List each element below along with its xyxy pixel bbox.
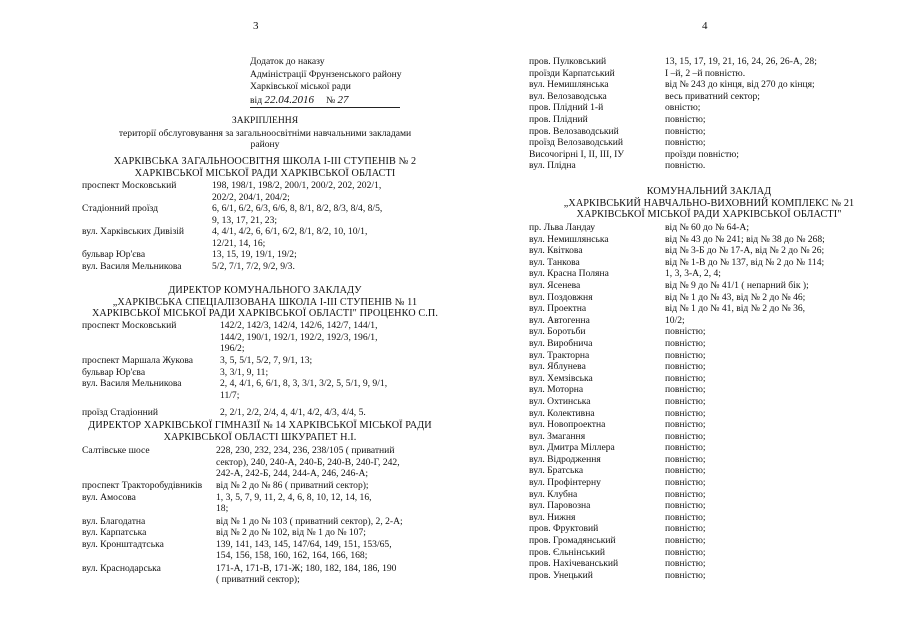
street-name: проспект Маршала Жукова (82, 355, 194, 366)
house-numbers: повністю; (665, 407, 706, 419)
list-item (529, 326, 864, 338)
house-numbers: проїзди повністю; (665, 148, 739, 160)
house-numbers: від № 60 до № 64-А; (665, 222, 750, 233)
street-name: вул. Карпатська (82, 527, 147, 539)
house-numbers: від № 1 до № 41, від № 2 до № 36, (665, 303, 806, 315)
list-item (529, 91, 864, 103)
list-item (529, 547, 864, 559)
house-numbers: 13, 15, 19, 19/1, 19/2; (212, 249, 297, 260)
house-numbers: повністю; (665, 395, 706, 407)
document-subtitle-2: району (250, 139, 280, 150)
street-name: вул. Ясенева (529, 279, 581, 291)
continued-street-list (529, 56, 864, 172)
house-numbers: повністю; (665, 558, 706, 570)
list-item (529, 523, 864, 535)
list-item (529, 303, 864, 315)
list-item (82, 180, 438, 203)
house-numbers: 142/2, 142/3, 142/4, 142/6, 142/7, 144/1, 144/2, 190/1, 192/1, 192/2, 192/3, 196/1, 196/2; (220, 320, 378, 355)
list-item (82, 492, 432, 516)
list-item (529, 137, 864, 149)
list-item (529, 489, 864, 501)
list-item (82, 226, 438, 249)
house-numbers: 1, 3, 3-А, 2, 4; (665, 268, 721, 280)
list-item (82, 539, 432, 563)
house-numbers: 1, 3, 5, 7, 9, 11, 2, 4, 6, 8, 10, 12, 14, 16, 18; (216, 491, 372, 515)
handwritten-number: 27 (337, 93, 349, 106)
title-line: „ХАРКІВСЬКИЙ НАВЧАЛЬНО-ВИХОВНИЙ КОМПЛЕКС № 21 (563, 197, 855, 209)
list-item (529, 234, 864, 246)
street-name: вул. Паровозна (529, 500, 591, 512)
street-name: пров. Нахічеванський (529, 558, 619, 570)
street-name: проспект Тракторобудівників (82, 480, 203, 491)
house-numbers: повністю; (665, 430, 706, 442)
street-name: вул. Хемзівська (529, 372, 593, 384)
list-item (82, 480, 432, 492)
street-name: пров. Велозаводський (529, 125, 619, 137)
house-numbers: від № 9 до № 41/1 ( непарний бік ); (665, 279, 809, 291)
street-name: вул. Охтинська (529, 395, 591, 407)
house-numbers: повністю; (665, 465, 706, 477)
street-name: Салтівське шосе (82, 445, 150, 456)
list-item (529, 442, 864, 454)
list-item (529, 465, 864, 477)
school-11-title (70, 285, 460, 320)
street-name: пров. Плідний 1-й (529, 102, 604, 114)
house-numbers: 6, 6/1, 6/2, 6/3, 6/6, 8, 8/1, 8/2, 8/3, 8/4, 8/5, 9, 13, 17, 21, 23; (212, 203, 383, 226)
list-item (529, 257, 864, 269)
title-line: ХАРКІВСЬКОЇ МІСЬКОЇ РАДИ ХАРКІВСЬКОЇ ОБЛАСТІ (134, 167, 396, 179)
house-numbers: повністю; (665, 453, 706, 465)
page-number-left: 3 (253, 20, 259, 32)
nvk-21-title (519, 186, 898, 221)
list-item (529, 68, 864, 80)
list-item (529, 477, 864, 489)
house-numbers: повністю; (665, 535, 706, 547)
street-name: вул. Василя Мельникова (82, 260, 182, 272)
order-annex-header (250, 56, 402, 108)
house-numbers: повністю; (665, 372, 706, 384)
street-name: вул. Танкова (529, 256, 580, 268)
list-item (529, 79, 864, 91)
list-item (529, 222, 864, 234)
number-prefix: № (325, 94, 336, 106)
house-numbers: 198, 198/1, 198/2, 200/1, 200/2, 202, 202/1, 202/2, 204/1, 204/2; (212, 180, 382, 203)
list-item (82, 378, 400, 407)
house-numbers: від № 43 до № 241; від № 38 до № 268; (665, 233, 825, 245)
list-item (529, 454, 864, 466)
house-numbers: від № 1-В до № 137, від № 2 до № 114; (665, 256, 825, 268)
school-11-street-list (82, 320, 400, 419)
street-name: вул. Красна Поляна (529, 268, 609, 280)
list-item (529, 350, 864, 362)
house-numbers: повністю; (665, 477, 706, 489)
house-numbers: від № 3-Б до № 17-А, від № 2 до № 26; (665, 245, 825, 257)
street-name: пров. Плідний (529, 113, 588, 125)
house-numbers: повністю; (665, 569, 706, 581)
list-item (82, 516, 432, 528)
house-numbers: повністю; (665, 488, 706, 500)
street-name: вул. Краснодарська (82, 562, 161, 574)
street-name: вул. Поздовжня (529, 291, 593, 303)
list-item (82, 445, 432, 480)
street-name: вул. Василя Мельникова (82, 378, 182, 390)
street-name: вул. Нижня (529, 511, 576, 523)
street-name: проїзди Карпатський (529, 67, 615, 79)
street-name: пров. Фруктовий (529, 523, 599, 535)
list-item (529, 384, 864, 396)
list-item (529, 570, 864, 582)
street-name: вул. Боротьби (529, 326, 586, 338)
title-line: „ХАРКІВСЬКА СПЕЦІАЛІЗОВАНА ШКОЛА І-ІІІ СТУПЕНІВ № 11 (112, 296, 418, 308)
list-item (82, 367, 400, 379)
document-title-block (80, 115, 450, 151)
street-name: вул. Проектна (529, 303, 587, 315)
street-name: пров. Єльнінський (529, 546, 606, 558)
house-numbers: повністю; (665, 419, 706, 431)
house-numbers: повністю; (665, 337, 706, 349)
street-name: вул. Харківських Дивізій (82, 226, 185, 237)
list-item (529, 149, 864, 161)
list-item (82, 563, 432, 586)
street-name: вул. Тракторна (529, 349, 590, 361)
list-item (529, 361, 864, 373)
right-page (449, 0, 898, 644)
house-numbers: 139, 141, 143, 145, 147/64, 149, 151, 153/65, 154, 156, 158, 160, 162, 164, 166, 168; (216, 538, 392, 562)
house-numbers: 171-А, 171-В, 171-Ж; 180, 182, 184, 186, 190 ( приватний сектор); (216, 562, 397, 586)
street-name: проїзд Стадіонний (82, 407, 159, 419)
header-line-1: Додаток до наказу (250, 56, 325, 67)
list-item (529, 268, 864, 280)
house-numbers: 228, 230, 232, 234, 236, 238/105 ( приватний сектор), 240, 240-А, 240-Б, 240-В, 240-Г, 242, 242-А, 242-Б, 244, 244-А, 246, 246-А; (216, 445, 400, 480)
house-numbers: від № 1 до № 43, від № 2 до № 46; (665, 291, 806, 303)
house-numbers: повністю; (665, 511, 706, 523)
title-line: ДИРЕКТОР ХАРКІВСЬКОЇ ГІМНАЗІЇ № 14 ХАРКІВСЬКОЇ МІСЬКОЇ РАДИ (88, 420, 432, 431)
street-name: бульвар Юр'єва (82, 249, 146, 260)
street-name: вул. Автогенна (529, 314, 590, 326)
house-numbers: повністю; (665, 384, 706, 396)
list-item (529, 280, 864, 292)
list-item (82, 320, 400, 355)
list-item (529, 373, 864, 385)
street-name: вул. Дмитра Міллера (529, 442, 615, 454)
list-item (82, 261, 438, 273)
document-subtitle: території обслуговування за загальноосвітніми навчальними закладами (118, 127, 412, 139)
street-name: вул. Яблунева (529, 361, 586, 373)
house-numbers: повністю; (665, 361, 706, 373)
house-numbers: повністю; (665, 113, 706, 125)
house-numbers: 3, 5, 5/1, 5/2, 7, 9/1, 13; (220, 355, 313, 366)
list-item (529, 512, 864, 524)
street-name: вул. Плідна (529, 160, 576, 172)
street-name: проспект Московський (82, 320, 177, 331)
page-number-right: 4 (702, 20, 708, 32)
house-numbers: повністю; (665, 125, 706, 137)
list-item (529, 114, 864, 126)
list-item (529, 419, 864, 431)
list-item (82, 203, 438, 226)
street-name: вул. Профінтерну (529, 477, 601, 489)
list-item (529, 338, 864, 350)
house-numbers: повністю; (665, 137, 706, 149)
house-numbers: повністю; (665, 442, 706, 454)
list-item (82, 355, 400, 367)
street-name: пров. Унецький (529, 569, 593, 581)
list-item (529, 102, 864, 114)
title-line: ХАРКІВСЬКОЇ МІСЬКОЇ РАДИ ХАРКІВСЬКОЇ ОБЛАСТІ" ПРОЦЕНКО С.П. (91, 308, 439, 319)
school-2-street-list (82, 180, 438, 272)
list-item (529, 431, 864, 443)
list-item (82, 527, 432, 539)
street-name: вул. Новопроектна (529, 419, 606, 431)
list-item (529, 292, 864, 304)
street-name: вул. Братська (529, 465, 584, 477)
house-numbers: 5/2, 7/1, 7/2, 9/2, 9/3. (212, 260, 295, 272)
street-name: пр. Льва Ландау (529, 222, 596, 233)
header-line-3: Харківської міської ради (250, 81, 351, 93)
house-numbers: повністю; (665, 349, 706, 361)
street-name: вул. Квіткова (529, 245, 583, 257)
street-name: вул. Велозаводська (529, 90, 607, 102)
list-item (529, 126, 864, 138)
house-numbers: від № 243 до кінця, від 270 до кінця; (665, 79, 815, 91)
list-item (529, 500, 864, 512)
street-name: Височогірні І, ІІ, ІІІ, ІУ (529, 148, 625, 160)
document-title: ЗАКРІПЛЕННЯ (231, 115, 299, 126)
street-name: Стадіонний проїзд (82, 203, 159, 214)
handwritten-date: 22.04.2016 (264, 93, 314, 106)
house-numbers: 2, 2/1, 2/2, 2/4, 4, 4/1, 4/2, 4/3, 4/4, 5. (220, 407, 366, 419)
street-name: проїзд Велозаводський (529, 137, 624, 149)
list-item (529, 408, 864, 420)
house-numbers: від № 1 до № 103 ( приватний сектор), 2, 2-А; (216, 515, 403, 527)
list-item (529, 160, 864, 172)
street-name: вул. Немишлянська (529, 79, 609, 91)
house-numbers: 10/2; (665, 314, 685, 326)
house-numbers: повністю. (665, 160, 706, 172)
house-numbers: 3, 3/1, 9, 11; (220, 366, 269, 378)
list-item (529, 396, 864, 408)
list-item (529, 535, 864, 547)
house-numbers: овністю; (665, 102, 701, 114)
house-numbers: повністю; (665, 500, 706, 512)
street-name: проспект Московський (82, 180, 177, 191)
street-name: вул. Амосова (82, 491, 136, 503)
list-item (529, 315, 864, 327)
title-line: ХАРКІВСЬКА ЗАГАЛЬНООСВІТНЯ ШКОЛА І-ІІІ СТУПЕНІВ № 2 (113, 156, 417, 167)
street-name: вул. Клубна (529, 488, 578, 500)
list-item (529, 245, 864, 257)
street-name: пров. Громадянський (529, 535, 616, 547)
street-name: бульвар Юр'єва (82, 366, 146, 378)
street-name: вул. Колективна (529, 407, 595, 419)
gymnasium-14-title (60, 420, 460, 443)
house-numbers: 4, 4/1, 4/2, 6, 6/1, 6/2, 8/1, 8/2, 10, 10/1, 12/21, 14, 16; (212, 226, 368, 249)
house-numbers: І –й, 2 –й повністю. (665, 67, 746, 79)
house-numbers: повністю; (665, 546, 706, 558)
title-line: КОМУНАЛЬНИЙ ЗАКЛАД (646, 186, 772, 197)
house-numbers: від № 2 до № 102, від № 1 до № 107; (216, 527, 366, 539)
list-item (82, 249, 438, 261)
street-name: вул. Благодатна (82, 515, 146, 527)
list-item (529, 558, 864, 570)
street-name: вул. Виробнича (529, 337, 593, 349)
school-2-title (80, 156, 450, 179)
house-numbers: від № 2 до № 86 ( приватний сектор); (216, 480, 369, 491)
house-numbers: 13, 15, 17, 19, 21, 16, 24, 26, 26-А, 28; (665, 56, 817, 67)
street-name: вул. Змагання (529, 430, 586, 442)
title-line: ДИРЕКТОР КОМУНАЛЬНОГО ЗАКЛАДУ (168, 285, 362, 296)
order-date-number (250, 94, 400, 109)
title-line: ХАРКІВСЬКОЇ ОБЛАСТІ ШКУРАПЕТ Н.І. (163, 431, 357, 443)
street-name: вул. Кронштадтська (82, 538, 164, 550)
street-name: вул. Відродження (529, 453, 601, 465)
house-numbers: повністю; (665, 326, 706, 338)
list-item (529, 56, 864, 68)
house-numbers: 2, 4, 4/1, 6, 6/1, 8, 3, 3/1, 3/2, 5, 5/1, 9, 9/1, 11/7; (220, 378, 388, 401)
gymnasium-14-street-list (82, 445, 432, 586)
nvk-21-street-list (529, 222, 864, 581)
street-name: пров. Пулковський (529, 56, 607, 67)
street-name: вул. Моторна (529, 384, 584, 396)
street-name: вул. Немишлянська (529, 233, 609, 245)
header-line-2: Адміністрації Фрунзенського району (250, 68, 402, 80)
list-item (82, 407, 400, 419)
date-prefix: від (250, 94, 263, 106)
house-numbers: весь приватний сектор; (665, 90, 760, 102)
title-line: ХАРКІВСЬКОЇ МІСЬКОЇ РАДИ ХАРКІВСЬКОЇ ОБЛАСТІ" (576, 209, 842, 220)
house-numbers: повністю; (665, 523, 706, 535)
